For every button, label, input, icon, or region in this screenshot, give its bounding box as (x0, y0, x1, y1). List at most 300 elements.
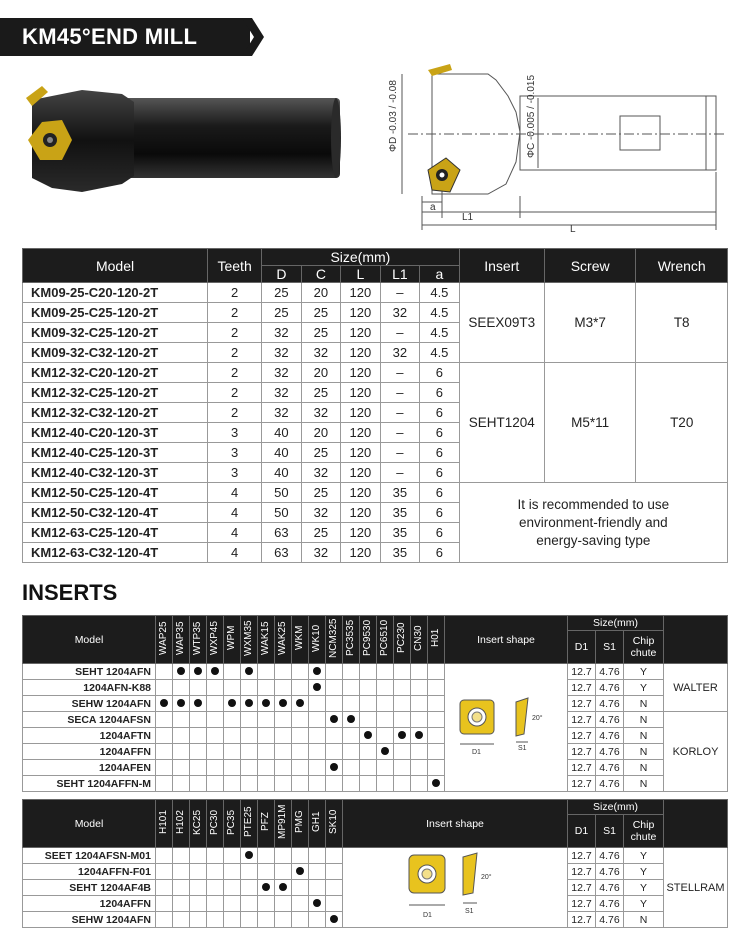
size-cell-l: 120 (341, 543, 381, 563)
size-col: S1 (596, 814, 624, 847)
d1-cell: 12.7 (568, 680, 596, 696)
grade-cell (292, 912, 309, 928)
availability-dot-icon (245, 699, 253, 707)
svg-text:S1: S1 (465, 908, 474, 915)
svg-text:D1: D1 (423, 912, 432, 919)
grade-cell (207, 728, 224, 744)
grade-cell (326, 696, 343, 712)
grade-header (394, 616, 411, 664)
teeth-cell: 3 (208, 423, 262, 443)
grade-label: PFZ (260, 812, 271, 832)
size-cell-l1: – (380, 383, 420, 403)
grade-label: NCM325 (328, 618, 339, 658)
size-cell-a: 6 (420, 463, 460, 483)
size-cell-c: 25 (301, 523, 341, 543)
grade-cell (343, 760, 360, 776)
grade-header (411, 616, 428, 664)
grade-cell (275, 848, 292, 864)
grade-cell (377, 712, 394, 728)
grade-cell (258, 848, 275, 864)
s1-cell: 4.76 (596, 880, 624, 896)
availability-dot-icon (398, 731, 406, 739)
grade-cell (411, 744, 428, 760)
grade-cell (224, 664, 241, 680)
grade-cell (326, 712, 343, 728)
svg-text:L: L (570, 224, 576, 234)
grade-cell (377, 728, 394, 744)
grade-cell (207, 760, 224, 776)
model-cell: KM09-25-C25-120-2T (23, 303, 208, 323)
s1-cell: 4.76 (596, 912, 624, 928)
grade-cell (309, 760, 326, 776)
insert-model: 1204AFTN (23, 728, 156, 744)
grade-cell (190, 680, 207, 696)
size-cell-c: 32 (301, 403, 341, 423)
grade-cell (275, 744, 292, 760)
grade-label: PMG (294, 810, 305, 834)
teeth-cell: 2 (208, 283, 262, 303)
grade-cell (411, 728, 428, 744)
availability-dot-icon (211, 667, 219, 675)
grade-cell (309, 776, 326, 792)
d1-cell: 12.7 (568, 712, 596, 728)
grade-cell (411, 760, 428, 776)
insert-row (23, 848, 728, 864)
size-cell-l1: 35 (380, 503, 420, 523)
grade-cell (428, 696, 445, 712)
grade-cell (207, 912, 224, 928)
grade-cell (394, 776, 411, 792)
size-cell-a: 4.5 (420, 343, 460, 363)
grade-cell (411, 696, 428, 712)
model-cell: KM09-32-C32-120-2T (23, 343, 208, 363)
model-cell: KM12-63-C25-120-4T (23, 523, 208, 543)
grade-label: H101 (158, 810, 169, 834)
grade-label: PC6510 (379, 619, 390, 657)
d1-cell: 12.7 (568, 864, 596, 880)
grade-cell (190, 664, 207, 680)
grade-cell (309, 744, 326, 760)
model-cell: KM09-32-C25-120-2T (23, 323, 208, 343)
availability-dot-icon (415, 731, 423, 739)
grade-cell (275, 896, 292, 912)
grade-cell (241, 864, 258, 880)
inserts-header-row (23, 616, 728, 631)
grade-label: WAK15 (260, 621, 271, 655)
grade-cell (258, 680, 275, 696)
page-title (0, 18, 250, 56)
grade-header (173, 800, 190, 848)
size-cell-d: 25 (262, 283, 302, 303)
grade-label: WKM (294, 625, 305, 651)
teeth-cell: 2 (208, 403, 262, 423)
grade-cell (241, 912, 258, 928)
grade-label: WK10 (311, 624, 322, 652)
brand-cell: KORLOY (664, 712, 728, 792)
grade-cell (428, 712, 445, 728)
size-cell-l: 120 (341, 423, 381, 443)
grade-cell (156, 776, 173, 792)
table-row (23, 363, 728, 383)
grade-cell (292, 896, 309, 912)
model-cell: KM12-40-C20-120-3T (23, 423, 208, 443)
size-cell-l1: 32 (380, 303, 420, 323)
teeth-cell: 2 (208, 383, 262, 403)
col-size: Size(mm) (568, 800, 664, 815)
grade-header (156, 800, 173, 848)
size-cell-a: 6 (420, 383, 460, 403)
grade-cell (173, 744, 190, 760)
grade-cell (275, 664, 292, 680)
insert-row (23, 664, 728, 680)
size-cell-d: 50 (262, 483, 302, 503)
grade-cell (224, 728, 241, 744)
grade-cell (309, 712, 326, 728)
size-cell-a: 6 (420, 403, 460, 423)
grade-cell (377, 680, 394, 696)
grade-cell (428, 664, 445, 680)
size-cell-d: 40 (262, 463, 302, 483)
col-insert-shape: Insert shape (445, 616, 568, 664)
svg-text:L1: L1 (462, 212, 474, 223)
insert-shape-diagram (399, 849, 511, 923)
grade-cell (428, 680, 445, 696)
s1-cell: 4.76 (596, 744, 624, 760)
size-cell-l: 120 (341, 363, 381, 383)
grade-cell (258, 880, 275, 896)
grade-cell (258, 776, 275, 792)
grade-cell (326, 728, 343, 744)
d1-cell: 12.7 (568, 912, 596, 928)
grade-cell (224, 712, 241, 728)
grade-header (156, 616, 173, 664)
col-brand (664, 616, 728, 664)
svg-text:a: a (430, 202, 436, 213)
grade-header (360, 616, 377, 664)
size-cell-c: 25 (301, 443, 341, 463)
grade-cell (360, 728, 377, 744)
grade-header (241, 800, 258, 848)
grade-cell (411, 664, 428, 680)
grade-cell (207, 776, 224, 792)
availability-dot-icon (330, 915, 338, 923)
model-cell: KM12-32-C32-120-2T (23, 403, 208, 423)
d1-cell: 12.7 (568, 744, 596, 760)
size-cell-l1: – (380, 463, 420, 483)
grade-cell (343, 664, 360, 680)
grade-cell (292, 744, 309, 760)
availability-dot-icon (177, 667, 185, 675)
size-cell-l1: – (380, 363, 420, 383)
grade-cell (241, 728, 258, 744)
size-cell-c: 32 (301, 503, 341, 523)
model-cell: KM12-32-C25-120-2T (23, 383, 208, 403)
grade-cell (343, 776, 360, 792)
teeth-cell: 2 (208, 363, 262, 383)
size-cell-d: 50 (262, 503, 302, 523)
availability-dot-icon (279, 699, 287, 707)
d1-cell: 12.7 (568, 728, 596, 744)
availability-dot-icon (262, 699, 270, 707)
availability-dot-icon (347, 715, 355, 723)
size-cell-d: 32 (262, 323, 302, 343)
grade-cell (258, 744, 275, 760)
grade-cell (292, 728, 309, 744)
teeth-cell: 2 (208, 303, 262, 323)
grade-cell (241, 744, 258, 760)
grade-cell (428, 760, 445, 776)
availability-dot-icon (160, 699, 168, 707)
model-cell: KM09-25-C20-120-2T (23, 283, 208, 303)
svg-text:20°: 20° (532, 715, 543, 722)
insert-row (23, 744, 728, 760)
s1-cell: 4.76 (596, 696, 624, 712)
size-cell-c: 25 (301, 383, 341, 403)
col-size: Size(mm) (568, 616, 664, 631)
col-insert: Insert (459, 249, 544, 283)
grade-cell (326, 880, 343, 896)
grade-cell (224, 696, 241, 712)
grade-header (190, 616, 207, 664)
grade-cell (190, 880, 207, 896)
d1-cell: 12.7 (568, 664, 596, 680)
grade-cell (258, 864, 275, 880)
grade-cell (343, 728, 360, 744)
s1-cell: 4.76 (596, 848, 624, 864)
grade-cell (377, 776, 394, 792)
grade-cell (343, 712, 360, 728)
chip-cell: N (624, 744, 664, 760)
inserts-header-row (23, 800, 728, 815)
grade-header (173, 616, 190, 664)
grade-cell (394, 760, 411, 776)
grade-cell (173, 696, 190, 712)
size-cell-d: 63 (262, 523, 302, 543)
chip-cell: N (624, 712, 664, 728)
grade-cell (156, 696, 173, 712)
grade-cell (377, 696, 394, 712)
size-cell-l1: – (380, 403, 420, 423)
size-cell-l1: – (380, 323, 420, 343)
col-insert-shape: Insert shape (343, 800, 568, 848)
size-cell-a: 6 (420, 363, 460, 383)
availability-dot-icon (313, 667, 321, 675)
grade-cell (156, 744, 173, 760)
insert-row (23, 760, 728, 776)
grade-cell (275, 776, 292, 792)
availability-dot-icon (194, 667, 202, 675)
grade-header (377, 616, 394, 664)
grade-cell (292, 712, 309, 728)
size-cell-l1: 35 (380, 543, 420, 563)
insert-model: 1204AFFN-F01 (23, 864, 156, 880)
grade-cell (190, 896, 207, 912)
size-cell-l1: 35 (380, 483, 420, 503)
grade-cell (309, 664, 326, 680)
size-cell-c: 32 (301, 463, 341, 483)
grade-cell (190, 712, 207, 728)
grade-cell (207, 680, 224, 696)
chip-cell: N (624, 760, 664, 776)
grade-cell (411, 712, 428, 728)
grade-cell (275, 728, 292, 744)
grade-cell (258, 912, 275, 928)
grade-header (428, 616, 445, 664)
grade-cell (224, 912, 241, 928)
grade-cell (309, 728, 326, 744)
insert-model: 1204AFN-K88 (23, 680, 156, 696)
grade-cell (156, 712, 173, 728)
insert-model: SEHW 1204AFN (23, 696, 156, 712)
size-cell-l: 120 (341, 283, 381, 303)
recommendation-note: It is recommended to use environment-friendly and energy-saving type (459, 483, 727, 563)
grade-cell (241, 696, 258, 712)
size-cell-c: 25 (301, 303, 341, 323)
size-cell-d: 63 (262, 543, 302, 563)
grade-cell (292, 696, 309, 712)
grade-cell (275, 880, 292, 896)
grade-header (292, 616, 309, 664)
grade-cell (411, 680, 428, 696)
grade-cell (173, 848, 190, 864)
insert-shape-diagram (450, 694, 562, 758)
grade-cell (309, 696, 326, 712)
col-wrench: Wrench (636, 249, 728, 283)
grade-cell (258, 896, 275, 912)
grade-cell (343, 744, 360, 760)
grade-header (258, 616, 275, 664)
col-model: Model (23, 800, 156, 848)
size-col-l1: L1 (380, 266, 420, 283)
svg-text:S1: S1 (518, 745, 527, 752)
grade-label: WPM (226, 625, 237, 651)
d1-cell: 12.7 (568, 880, 596, 896)
grade-label: SK10 (328, 809, 339, 835)
chip-cell: N (624, 912, 664, 928)
grade-cell (224, 896, 241, 912)
grade-cell (292, 664, 309, 680)
size-col: Chip chute (624, 630, 664, 663)
grade-label: PC9530 (362, 619, 373, 657)
grade-label: KC25 (192, 809, 203, 835)
grade-header (292, 800, 309, 848)
grade-cell (326, 776, 343, 792)
grade-header (207, 616, 224, 664)
grade-label: WXP45 (209, 621, 220, 655)
chip-cell: Y (624, 664, 664, 680)
grade-cell (173, 776, 190, 792)
size-col-d: D (262, 266, 302, 283)
grade-cell (394, 664, 411, 680)
grade-cell (190, 696, 207, 712)
size-cell-d: 32 (262, 403, 302, 423)
size-cell-d: 40 (262, 443, 302, 463)
grade-cell (309, 848, 326, 864)
size-cell-a: 6 (420, 483, 460, 503)
grade-cell (258, 760, 275, 776)
size-cell-l: 120 (341, 463, 381, 483)
model-cell: KM12-50-C25-120-4T (23, 483, 208, 503)
insert-row (23, 776, 728, 792)
grade-header (258, 800, 275, 848)
size-col: Chip chute (624, 814, 664, 847)
insert-row (23, 728, 728, 744)
availability-dot-icon (330, 763, 338, 771)
availability-dot-icon (432, 779, 440, 787)
table-row (23, 283, 728, 303)
grade-cell (360, 680, 377, 696)
col-screw: Screw (544, 249, 636, 283)
grade-cell (326, 744, 343, 760)
insert-model: SEHW 1204AFN (23, 912, 156, 928)
size-cell-d: 32 (262, 343, 302, 363)
model-cell: KM12-40-C25-120-3T (23, 443, 208, 463)
grade-header (275, 800, 292, 848)
insert-model: SEHT 1204AFFN-M (23, 776, 156, 792)
grade-header (326, 800, 343, 848)
grade-cell (292, 680, 309, 696)
chip-cell: Y (624, 864, 664, 880)
d1-cell: 12.7 (568, 776, 596, 792)
grade-label: WTP35 (192, 621, 203, 655)
wrench-cell: T8 (636, 283, 728, 363)
grade-cell (207, 744, 224, 760)
inserts-table (22, 615, 728, 792)
insert-model: SEHT 1204AF4B (23, 880, 156, 896)
grade-label: WAP25 (158, 621, 169, 655)
teeth-cell: 3 (208, 443, 262, 463)
grade-cell (275, 864, 292, 880)
grade-header (207, 800, 224, 848)
grade-cell (224, 744, 241, 760)
grade-cell (360, 776, 377, 792)
grade-cell (224, 848, 241, 864)
size-cell-l: 120 (341, 303, 381, 323)
spec-table (22, 248, 728, 563)
size-cell-l1: – (380, 443, 420, 463)
grade-cell (173, 896, 190, 912)
size-cell-d: 40 (262, 423, 302, 443)
grade-cell (156, 912, 173, 928)
s1-cell: 4.76 (596, 680, 624, 696)
availability-dot-icon (245, 851, 253, 859)
teeth-cell: 2 (208, 343, 262, 363)
size-cell-a: 6 (420, 443, 460, 463)
size-cell-l: 120 (341, 483, 381, 503)
size-cell-c: 25 (301, 483, 341, 503)
size-col: S1 (596, 630, 624, 663)
model-cell: KM12-32-C20-120-2T (23, 363, 208, 383)
grade-cell (207, 712, 224, 728)
grade-cell (326, 864, 343, 880)
grade-cell (207, 880, 224, 896)
size-cell-c: 32 (301, 543, 341, 563)
grade-cell (326, 680, 343, 696)
grade-cell (173, 912, 190, 928)
col-teeth: Teeth (208, 249, 262, 283)
availability-dot-icon (364, 731, 372, 739)
grade-cell (275, 680, 292, 696)
size-cell-c: 20 (301, 283, 341, 303)
grade-cell (156, 664, 173, 680)
grade-cell (258, 728, 275, 744)
teeth-cell: 3 (208, 463, 262, 483)
grade-label: PC30 (209, 809, 220, 835)
model-cell: KM12-50-C32-120-4T (23, 503, 208, 523)
screw-cell: M5*11 (544, 363, 636, 483)
size-cell-l1: 32 (380, 343, 420, 363)
insert-shape-cell (343, 848, 568, 928)
